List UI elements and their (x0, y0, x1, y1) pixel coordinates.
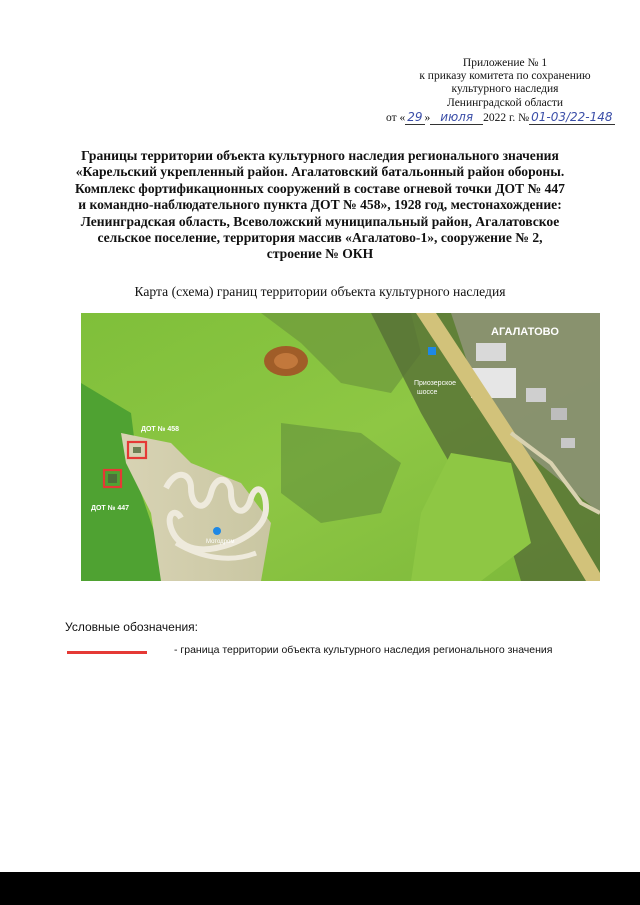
title-line: Границы территории объекта культурного наследия регионального значения (81, 148, 559, 163)
map-caption: Карта (схема) границ территории объекта культурного наследия (134, 284, 506, 299)
building (526, 388, 546, 402)
dot-447-marker (108, 474, 117, 483)
building (551, 408, 567, 420)
appendix-header (360, 57, 640, 110)
road-sign (428, 347, 436, 355)
appendix-line: Ленинградской области (446, 96, 564, 109)
label-dot447: ДОТ № 447 (91, 505, 130, 512)
building (476, 343, 506, 361)
title-line: «Карельский укрепленный район. Агалатовский батальонный район обороны. (75, 164, 565, 180)
order-date-line (386, 110, 615, 125)
handwritten-month: июля (430, 110, 483, 125)
title-line: строение № ОКН (266, 246, 374, 262)
legend-boundary-swatch (67, 651, 147, 654)
title-line: Ленинградская область, Всеволожский муниципальный район, Агалатовское (80, 213, 560, 229)
label-dot458: ДОТ № 458 (141, 426, 180, 433)
label-road-1: Приозерское (414, 380, 456, 387)
track-marker (213, 527, 221, 535)
map-image (81, 313, 600, 581)
date-year: 2022 г. № (483, 112, 530, 124)
document-title (40, 148, 600, 263)
handwritten-day: 29 (407, 110, 423, 124)
label-road-2: шоссе (417, 389, 438, 396)
handwritten-number: 01-03/22-148 (531, 110, 613, 124)
legend-title: Условные обозначения: (65, 620, 198, 634)
dot-458-marker (133, 447, 141, 453)
appendix-line: культурного наследия (451, 83, 559, 96)
appendix-line: Приложение № 1 (462, 57, 548, 69)
title-line: сельское поселение, территория массив «Агалатово-1», сооружение № 2, (97, 230, 543, 246)
quarry-inner (274, 353, 298, 369)
label-track: Мотодром (206, 539, 235, 545)
date-prefix: от « (386, 112, 406, 124)
title-line: Комплекс фортификационных сооружений в составе огневой точки ДОТ № 447 (75, 180, 565, 196)
label-village: АГАЛАТОВО (491, 326, 559, 338)
legend-boundary-text: - граница территории объекта культурного наследия регионального значения (174, 644, 553, 656)
satellite-map (81, 313, 600, 581)
appendix-line: к приказу комитета по сохранению (419, 70, 591, 83)
date-mid: » (424, 112, 431, 124)
building (561, 438, 575, 448)
title-line: и командно-наблюдательного пункта ДОТ № 458», 1928 год, местонахождение: (78, 197, 562, 213)
